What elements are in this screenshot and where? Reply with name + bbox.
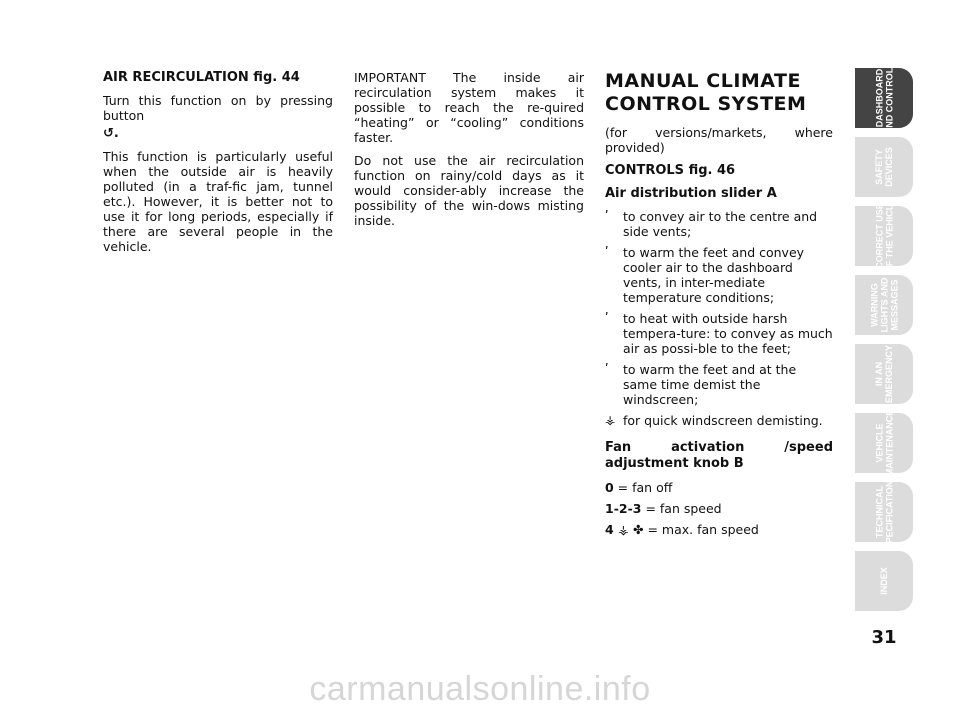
- distribution-item: [605, 245, 833, 305]
- slider-heading: Air distribution slider A: [605, 186, 777, 201]
- air-recirculation-heading: AIR RECIRCULATION fig. 44: [103, 70, 300, 85]
- fan-heading: Fan activation /speed adjustment knob B: [605, 440, 833, 471]
- section-tabs: [855, 61, 917, 620]
- distribution-item: [605, 362, 833, 407]
- important-paragraph: IMPORTANT The inside air recirculation system makes it possible to reach the re-quired “heating” or “cooling” conditions faster.: [354, 70, 584, 145]
- tab-label: INDEX: [878, 567, 889, 595]
- distribution-item: [605, 311, 833, 356]
- distribution-item: [605, 209, 833, 239]
- fan-text: = max. fan speed: [643, 522, 759, 537]
- tab-label: SAFETY DEVICES: [873, 147, 894, 187]
- section-title-line1: MANUAL CLIMATE: [605, 70, 801, 92]
- tab-label: IN AN EMERGENCY: [874, 344, 895, 404]
- fan-key: 1-2-3: [605, 501, 642, 516]
- controls-heading: CONTROLS fig. 46: [605, 163, 736, 178]
- column-right: [605, 70, 833, 543]
- recirc-instruction-text: Turn this function on by pressing button: [103, 93, 333, 123]
- feet-windscreen-vent-icon: ʹ: [605, 362, 609, 376]
- tab-vehicle-maintenance[interactable]: [855, 409, 917, 477]
- fan-key: 4: [605, 522, 614, 537]
- fan-text: = fan speed: [641, 501, 722, 516]
- recirc-button-icon: [103, 125, 333, 141]
- column-left: [103, 70, 333, 262]
- face-vent-icon: ʹ: [605, 209, 609, 223]
- tab-label: WARNING LIGHTS AND MESSAGES: [868, 277, 899, 333]
- fan-key: 0: [605, 480, 614, 495]
- fan-setting: [605, 522, 833, 537]
- tab-label: VEHICLE MAINTENANCE: [874, 409, 894, 477]
- distribution-item-text: to convey air to the centre and side vents;: [623, 209, 818, 239]
- tab-label: CORRECT USE OF THE VEHICLE: [874, 198, 895, 274]
- fan-setting: [605, 501, 833, 516]
- fan-setting: [605, 480, 833, 495]
- distribution-item-text: for quick windscreen demisting.: [623, 413, 823, 428]
- face-feet-vent-icon: ʹ: [605, 245, 609, 259]
- distribution-item-text: to heat with outside harsh tempera-ture: to convey as much air as possi-ble to the feet;: [623, 311, 833, 356]
- section-title-line2: CONTROL SYSTEM: [605, 93, 807, 115]
- page-number: 31: [871, 627, 897, 648]
- feet-vent-icon: ʹ: [605, 311, 609, 325]
- watermark: carmanualsonline.info: [309, 670, 651, 708]
- distribution-item: [605, 413, 833, 428]
- fan-text: = fan off: [613, 480, 673, 495]
- distribution-item-text: to warm the feet and convey cooler air to the dashboard vents, in inter-mediate temperature conditions;: [623, 245, 805, 305]
- tab-safety-devices[interactable]: [855, 137, 917, 197]
- tab-technical-specifications[interactable]: [855, 474, 917, 550]
- section-title: [605, 70, 833, 116]
- tab-dashboard-and-controls[interactable]: [855, 61, 917, 135]
- windscreen-demist-icon: ⚶: [605, 413, 616, 427]
- section-subtitle: (for versions/markets, where provided): [605, 125, 833, 155]
- tab-label: TECHNICAL SPECIFICATIONS: [874, 474, 894, 550]
- recirculation-icon: ↺.: [103, 126, 119, 141]
- column-middle: [354, 70, 584, 236]
- recirc-instruction: [103, 93, 333, 123]
- warning-paragraph: Do not use the air recirculation function on rainy/cold days as it would consider-ably increase the possibility of the win-dows misting inside.: [354, 153, 584, 228]
- recirc-usage-paragraph: This function is particularly useful when the outside air is heavily polluted (in a traf-fic jam, tunnel etc.). However, it is better not to use it for long periods, especially if there are several people in the vehicle.: [103, 149, 333, 254]
- tab-in-an-emergency[interactable]: [855, 344, 917, 404]
- tab-warning-lights[interactable]: [855, 275, 917, 335]
- tab-label: DASHBOARD AND CONTROLS: [874, 61, 894, 135]
- tab-index[interactable]: [855, 551, 917, 611]
- tab-correct-use[interactable]: [855, 198, 917, 274]
- distribution-item-text: to warm the feet and at the same time demist the windscreen;: [623, 362, 797, 407]
- demist-fan-icon: ⚶ ✤: [613, 522, 644, 537]
